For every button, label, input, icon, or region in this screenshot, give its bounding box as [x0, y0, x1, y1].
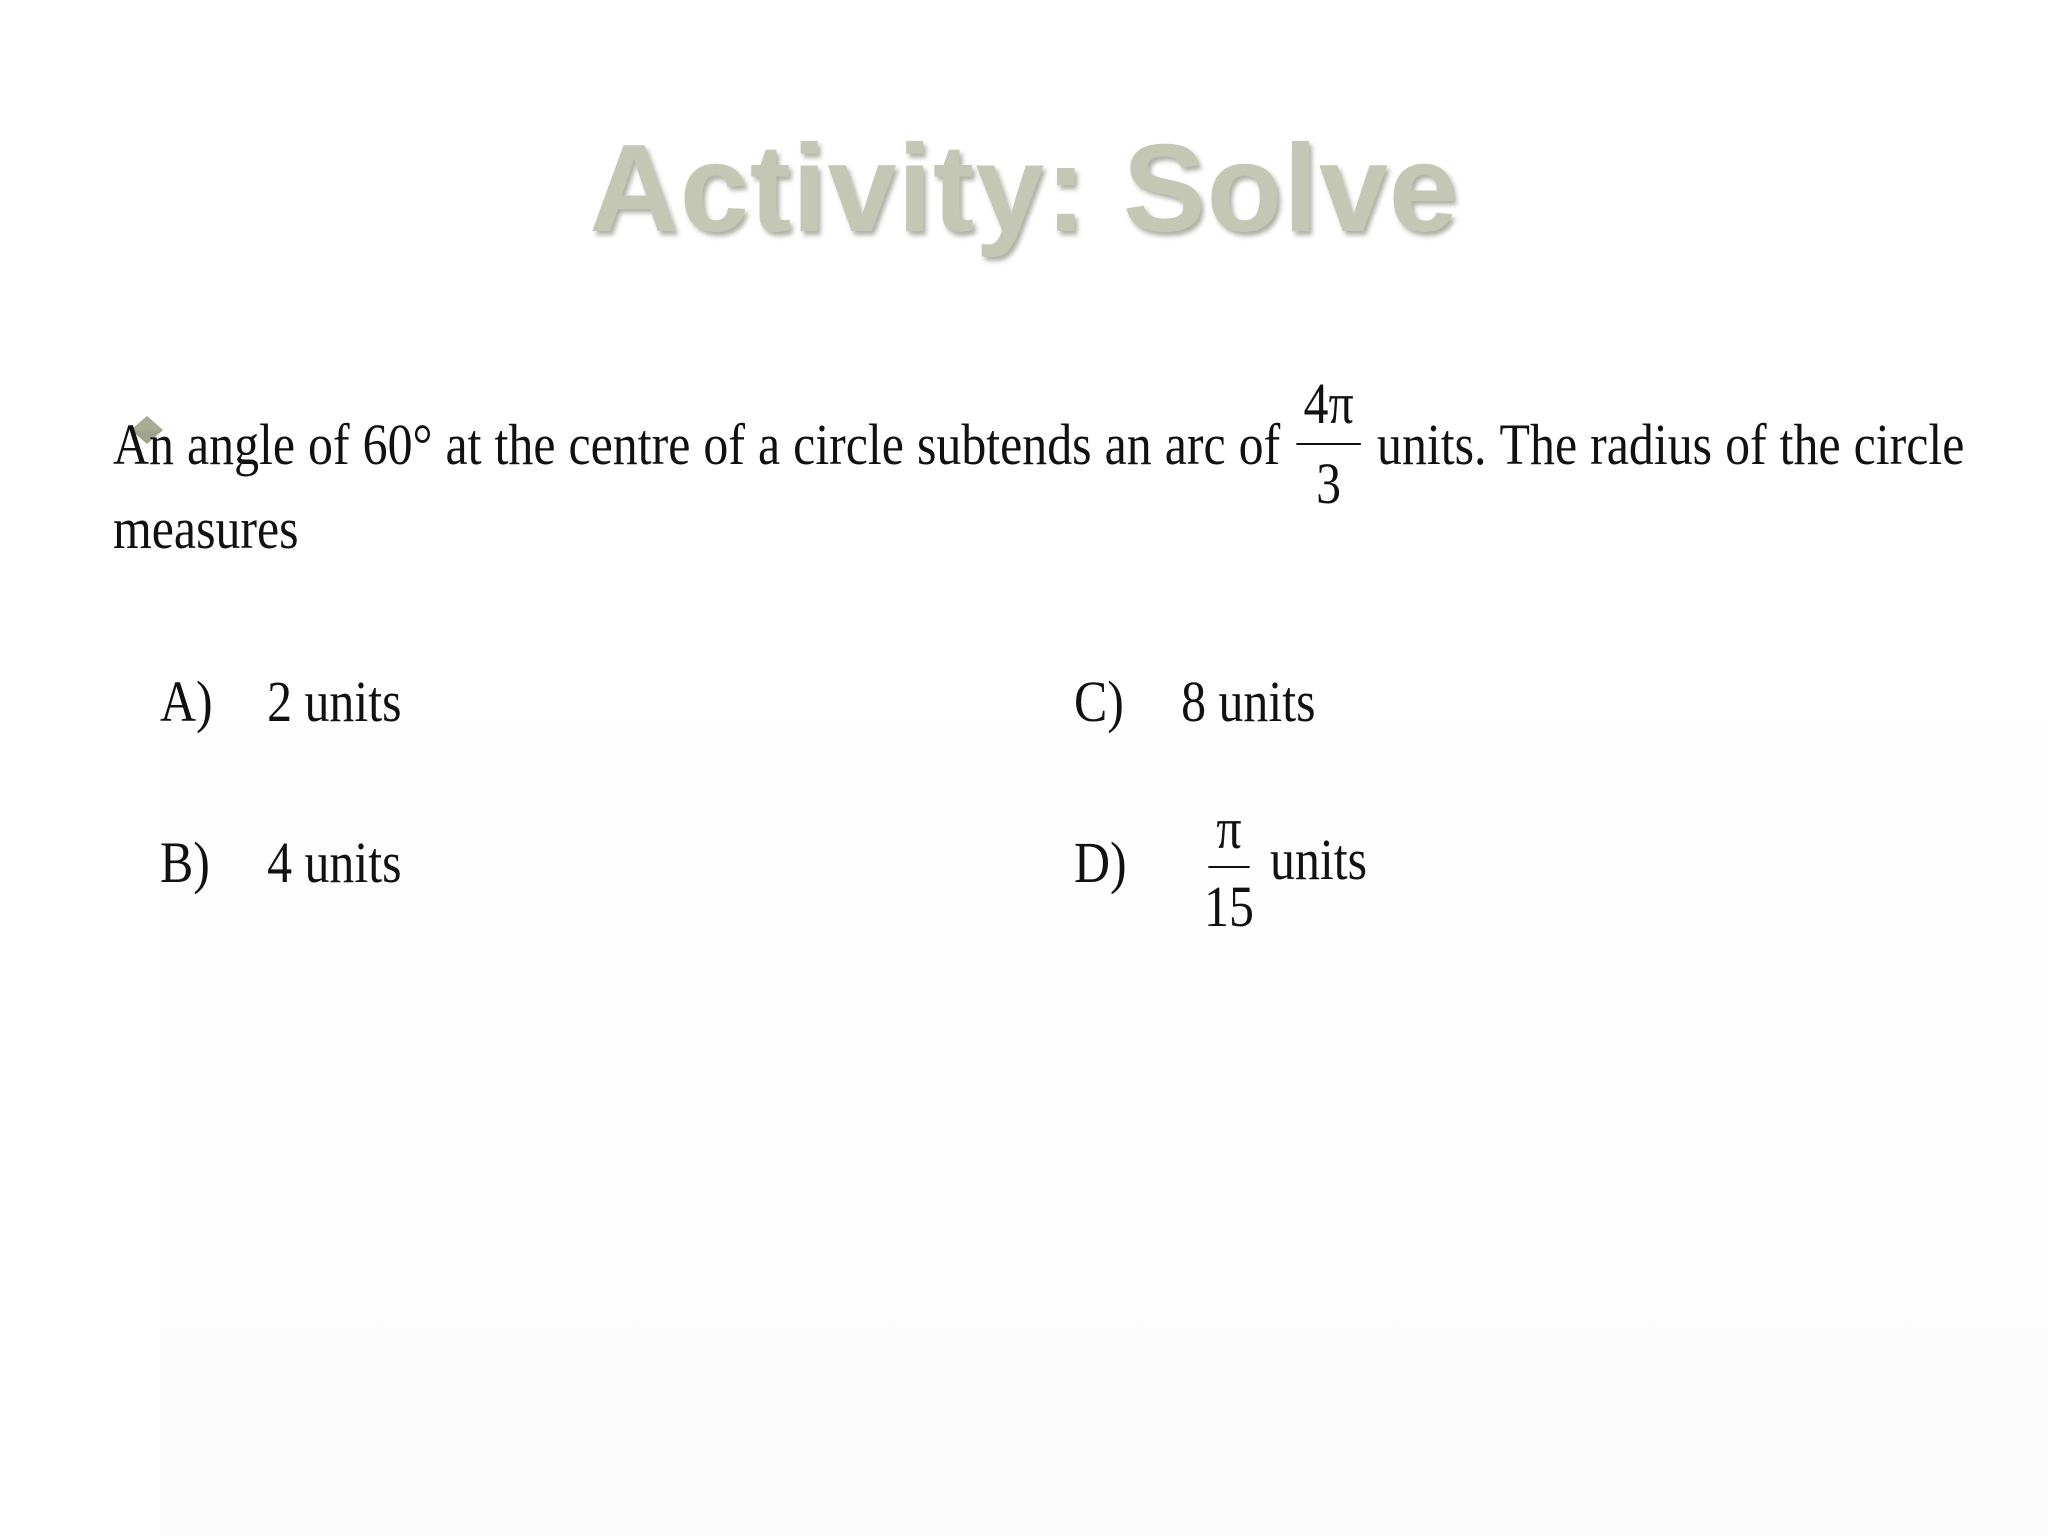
slide-background-panel: [160, 600, 2048, 1536]
question-line-2: measures: [113, 496, 299, 561]
fraction-numerator: π: [1216, 796, 1242, 861]
option-label: A): [160, 669, 213, 734]
option-d[interactable]: [1074, 829, 1169, 896]
question-word: an: [1104, 411, 1152, 477]
fraction-denominator: 15: [1204, 874, 1254, 939]
option-d-fraction: [1204, 796, 1254, 939]
question-word: of: [1238, 411, 1281, 477]
question-word: circle: [1853, 411, 1965, 477]
question-word: units.: [1377, 411, 1487, 477]
option-c[interactable]: [1074, 668, 1315, 735]
question-word: the: [1779, 411, 1841, 477]
option-label: B): [160, 830, 210, 895]
question-word: subtends: [916, 411, 1092, 477]
question-word: angle: [187, 411, 296, 477]
question-word: circle: [793, 411, 904, 477]
question-word: a: [758, 411, 781, 477]
slide-title: Activity: Solve: [589, 120, 1459, 258]
arc-length-fraction: [1297, 371, 1361, 516]
question-word: arc: [1164, 411, 1226, 477]
question-word: at: [445, 411, 482, 477]
question-line-1: [113, 371, 1965, 516]
fraction-numerator: 4π: [1303, 371, 1354, 436]
option-b[interactable]: [160, 829, 401, 896]
question-word: centre: [568, 411, 691, 477]
question-word: of: [703, 411, 745, 477]
question-word: of: [308, 411, 350, 477]
question-word: of: [1725, 411, 1767, 477]
option-text: 8 units: [1181, 669, 1316, 734]
question-word: The: [1499, 411, 1578, 477]
option-text: 2 units: [267, 669, 402, 734]
fraction-denominator: 3: [1316, 451, 1342, 516]
question-word: An: [113, 411, 174, 477]
option-label: C): [1074, 669, 1124, 734]
question-word: the: [494, 411, 556, 477]
question-word: radius: [1590, 411, 1713, 477]
question-word: 60°: [362, 411, 433, 477]
option-label: D): [1074, 830, 1127, 895]
option-a[interactable]: [160, 668, 401, 735]
option-text: 4 units: [267, 830, 402, 895]
option-d-text: units: [1270, 827, 1368, 892]
